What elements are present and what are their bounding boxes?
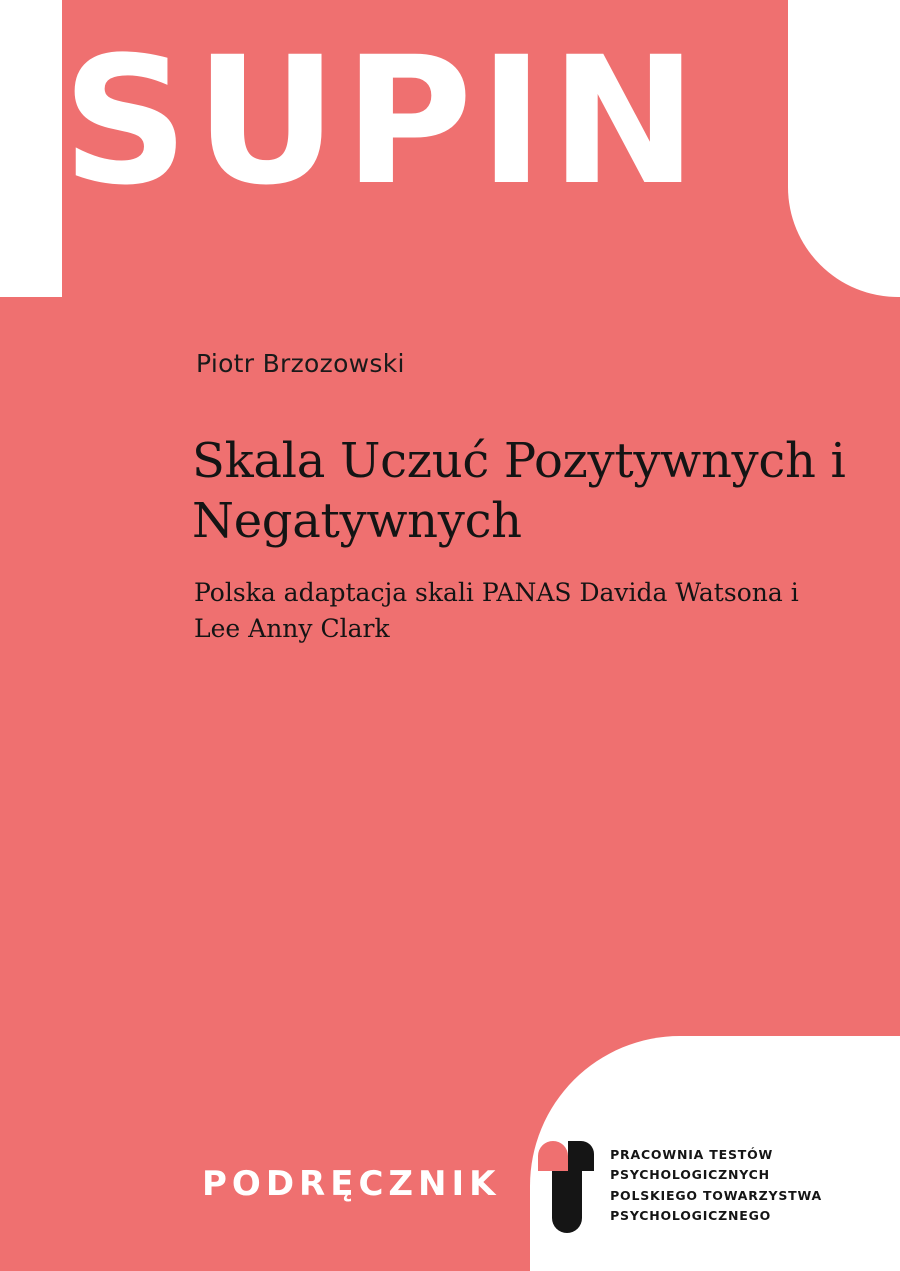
publisher-logo-block — [538, 1141, 822, 1233]
cover-body-panel — [0, 297, 900, 1271]
logo-stem — [552, 1171, 582, 1233]
subtitle: Polska adaptacja skali PANAS Davida Watsona i Lee Anny Clark — [194, 578, 799, 644]
cover-top-panel — [0, 0, 900, 297]
logo-red-segment — [538, 1141, 568, 1171]
publisher-line-1: PRACOWNIA TESTÓW — [610, 1147, 774, 1162]
handbook-label: PODRĘCZNIK — [202, 1164, 501, 1204]
top-right-rounded-cut — [788, 0, 900, 297]
series-acronym: SUPIN — [62, 19, 704, 224]
publisher-line-2: PSYCHOLOGICZNYCH — [610, 1167, 770, 1183]
publisher-line-4: PSYCHOLOGICZNEGO — [610, 1207, 772, 1223]
logo-dark-segment — [568, 1141, 594, 1171]
author-name: Piotr Brzozowski — [196, 349, 405, 378]
page-title: Skala Uczuć Pozytywnych i Negatywnych — [192, 433, 846, 549]
publisher-mark-icon — [538, 1141, 594, 1233]
publisher-line-3: POLSKIEGO TOWARZYSTWA — [610, 1187, 822, 1203]
publisher-name — [610, 1141, 822, 1226]
